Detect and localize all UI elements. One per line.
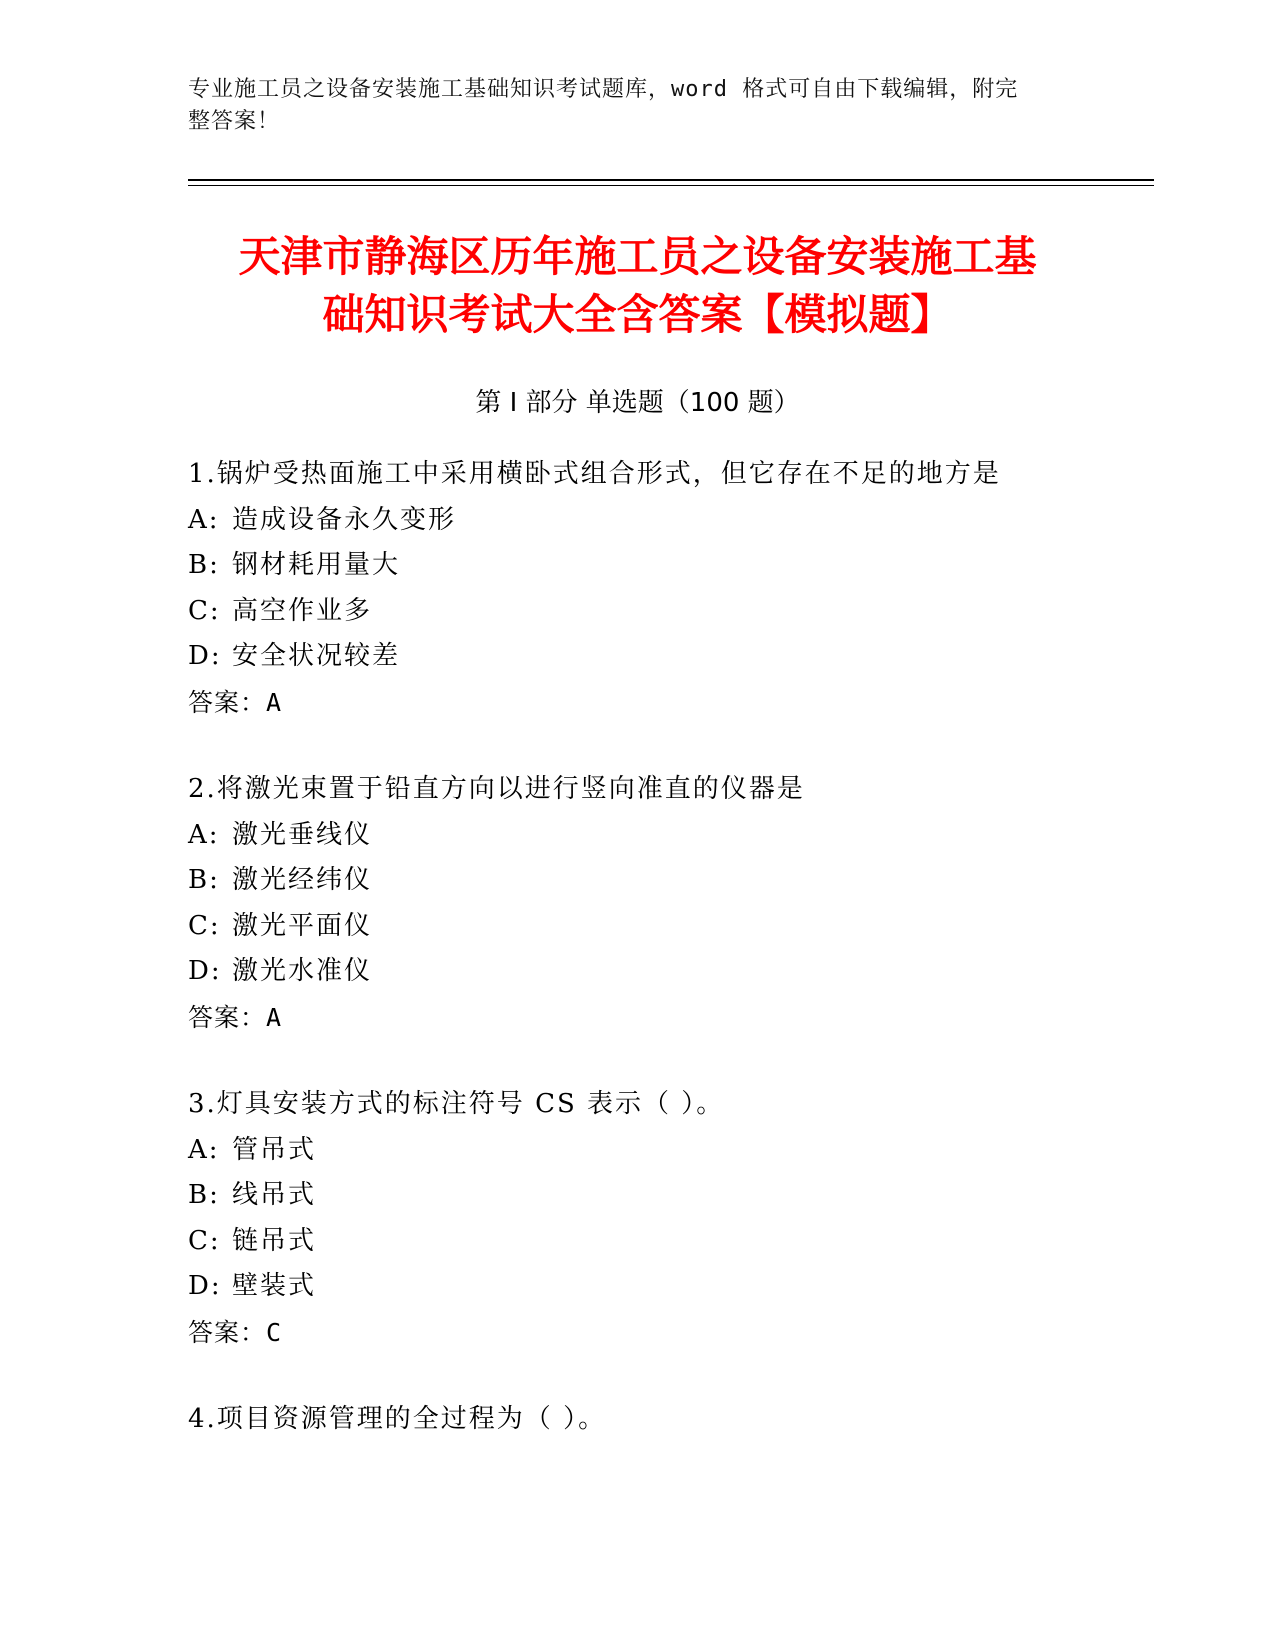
option-text: 安全状况较差: [232, 641, 401, 671]
answer-line: [188, 680, 1148, 726]
answer-line: [188, 995, 1148, 1041]
question-stem: 4.项目资源管理的全过程为（ ）。: [188, 1404, 607, 1434]
document-title-line-1: 天津市静海区历年施工员之设备安装施工基: [238, 232, 1037, 281]
question-stem: 1.锅炉受热面施工中采用横卧式组合形式，但它存在不足的地方是: [188, 459, 1001, 489]
answer-label: 答案：: [188, 1317, 267, 1347]
option-letter: C:: [188, 595, 221, 626]
question-2: [188, 767, 1148, 1040]
option-b: [188, 858, 1148, 904]
header-divider-thin: [188, 185, 1154, 186]
answer-label: 答案：: [188, 687, 267, 717]
option-letter: B:: [188, 865, 220, 895]
header-note: [188, 74, 1068, 138]
answer-label: 答案：: [188, 1002, 267, 1032]
document-title-line-2: 础知识考试大全含答案【模拟题】: [322, 290, 953, 339]
option-a: [188, 1128, 1148, 1174]
option-b: [188, 543, 1148, 589]
answer-value: A: [266, 1002, 283, 1032]
option-d: [188, 634, 1148, 680]
option-text: 壁装式: [232, 1271, 317, 1301]
option-b: [188, 1173, 1148, 1219]
option-text: 造成设备永久变形: [232, 504, 457, 535]
option-c: [188, 1219, 1148, 1265]
document-title: [150, 228, 1125, 344]
header-note-line-2: 整答案！: [188, 109, 281, 134]
answer-value: C: [266, 1317, 283, 1347]
option-text: 激光垂线仪: [232, 819, 373, 850]
option-text: 激光平面仪: [232, 910, 373, 941]
option-letter: D:: [188, 1271, 222, 1301]
option-d: [188, 949, 1148, 995]
header-note-line-1: 专业施工员之设备安装施工基础知识考试题库，word 格式可自由下载编辑，附完: [188, 77, 1019, 102]
option-letter: C:: [188, 910, 221, 941]
answer-value: A: [266, 687, 283, 717]
option-a: [188, 498, 1148, 544]
option-letter: C:: [188, 1225, 221, 1256]
option-d: [188, 1264, 1148, 1310]
option-letter: D:: [188, 641, 222, 671]
header-divider-thick: [188, 179, 1154, 181]
option-letter: B:: [188, 550, 220, 580]
section-heading: 第 I 部分 单选题（100 题）: [475, 388, 800, 418]
question-stem: 3.灯具安装方式的标注符号 CS 表示（ ）。: [188, 1089, 725, 1119]
question-3: [188, 1082, 1148, 1355]
option-letter: A:: [188, 1134, 220, 1165]
option-letter: A:: [188, 819, 220, 850]
answer-line: [188, 1310, 1148, 1356]
question-4: [188, 1397, 1148, 1443]
option-a: [188, 813, 1148, 859]
option-c: [188, 904, 1148, 950]
option-letter: A:: [188, 504, 220, 535]
option-text: 激光水准仪: [232, 956, 373, 986]
option-letter: D:: [188, 956, 222, 986]
option-letter: B:: [188, 1180, 220, 1210]
question-stem: 2.将激光束置于铅直方向以进行竖向准直的仪器是: [188, 774, 805, 804]
option-text: 管吊式: [232, 1134, 317, 1165]
option-text: 高空作业多: [232, 595, 373, 626]
option-text: 激光经纬仪: [232, 865, 373, 895]
option-c: [188, 589, 1148, 635]
option-text: 线吊式: [232, 1180, 317, 1210]
question-1: [188, 452, 1148, 725]
option-text: 钢材耗用量大: [232, 550, 401, 580]
option-text: 链吊式: [232, 1225, 317, 1256]
